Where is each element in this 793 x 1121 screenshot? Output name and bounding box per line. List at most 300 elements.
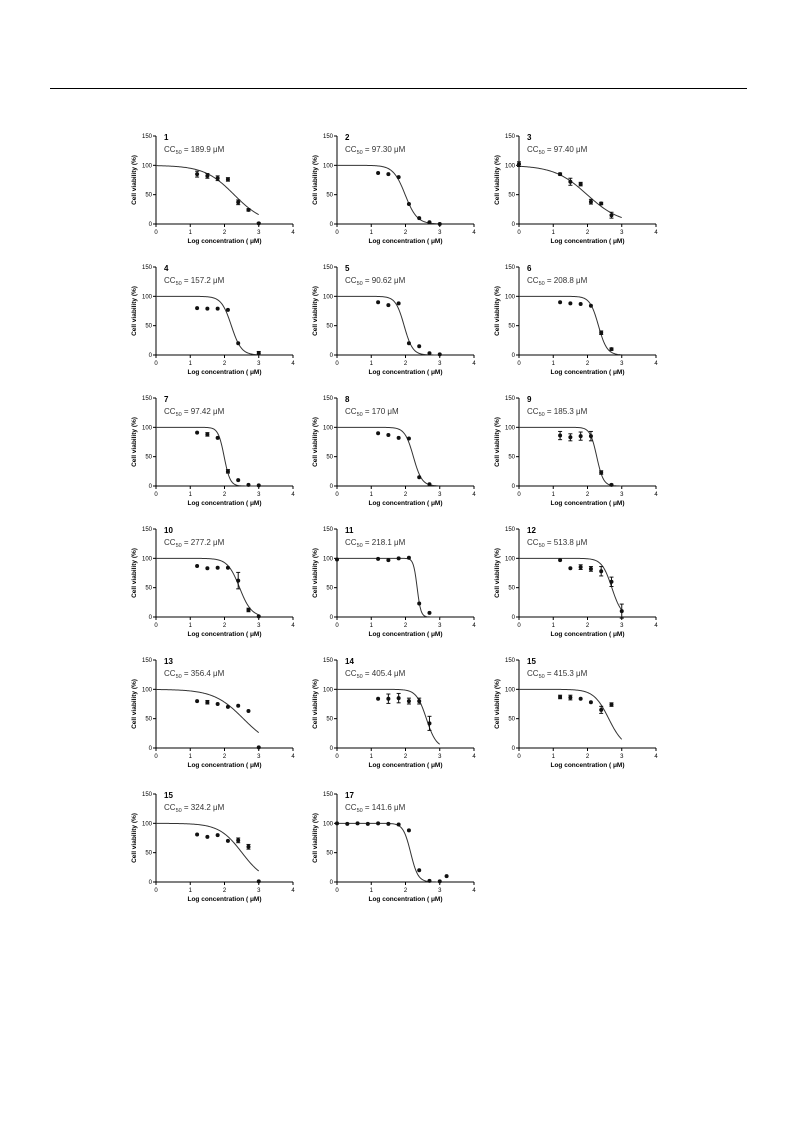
data-point [386,303,390,307]
x-axis-title: Log concentration ( μM) [368,369,443,376]
y-tick-label: 100 [141,687,152,694]
data-point [397,823,401,827]
x-tick-label: 1 [369,623,373,629]
y-tick-label: 0 [329,615,333,621]
cc50-label: $CC_{50} = 208.8$ μM [527,276,588,287]
data-point [609,347,613,351]
data-point [427,721,431,725]
y-tick-label: 150 [504,265,515,271]
data-point [599,569,603,573]
y-tick-label: 100 [322,294,333,301]
y-tick-label: 0 [148,880,152,886]
data-point [216,833,220,837]
data-point [579,182,583,186]
data-point [438,879,442,883]
chart-panel-3 [490,128,670,258]
fit-curve [337,823,440,882]
data-point [579,302,583,306]
y-tick-label: 0 [511,746,515,752]
x-tick-label: 0 [154,623,158,629]
x-tick-label: 4 [291,361,295,367]
x-tick-label: 2 [403,888,408,894]
data-point [257,221,261,225]
x-tick-label: 1 [188,623,192,629]
data-point [558,695,562,699]
y-tick-label: 100 [322,687,333,694]
y-tick-label: 50 [508,192,515,199]
y-tick-label: 150 [141,658,152,664]
data-point [205,432,209,436]
y-tick-label: 150 [504,134,515,140]
x-tick-label: 4 [654,623,658,629]
x-axis-title: Log concentration ( μM) [187,762,262,769]
data-point [558,172,562,176]
chart-svg [308,390,488,520]
data-point [205,700,209,704]
chart-panel-16 [127,786,307,916]
data-point [407,699,411,703]
x-tick-label: 3 [257,754,261,760]
y-tick-label: 0 [511,484,515,490]
y-axis-title: Cell viability (%) [494,548,501,598]
x-tick-label: 1 [369,230,373,236]
x-tick-label: 0 [154,888,158,894]
y-tick-label: 150 [504,527,515,533]
y-tick-label: 50 [326,454,333,461]
cc50-label: $CC_{50} = 513.8$ μM [527,538,588,549]
panel-number: 8 [345,395,350,404]
data-point [246,845,250,849]
x-tick-label: 3 [257,230,261,236]
cc50-label: $CC_{50} = 97.40$ μM [527,145,588,156]
x-tick-label: 2 [585,492,590,498]
x-tick-label: 1 [369,888,373,894]
x-tick-label: 1 [369,361,373,367]
data-point [599,471,603,475]
data-point [195,306,199,310]
x-tick-label: 4 [291,754,295,760]
x-tick-label: 3 [620,623,624,629]
y-tick-label: 50 [508,716,515,723]
x-tick-label: 3 [438,623,442,629]
y-axis-title: Cell viability (%) [312,286,319,336]
x-tick-label: 1 [188,754,192,760]
data-point [376,171,380,175]
data-point [366,822,370,826]
chart-panel-8 [308,390,488,520]
data-point [386,558,390,562]
x-tick-label: 1 [188,230,192,236]
x-tick-label: 0 [517,361,521,367]
data-point [195,172,199,176]
y-axis-title: Cell viability (%) [494,679,501,729]
x-tick-label: 4 [291,492,295,498]
data-point [579,697,583,701]
data-point [236,200,240,204]
data-point [407,556,411,560]
y-tick-label: 150 [504,658,515,664]
data-point [407,202,411,206]
data-point [589,434,593,438]
data-point [345,822,349,826]
y-axis-title: Cell viability (%) [131,679,138,729]
x-tick-label: 1 [188,492,192,498]
y-tick-label: 100 [322,425,333,432]
x-axis-title: Log concentration ( μM) [368,762,443,769]
data-point [226,308,230,312]
data-point [397,696,401,700]
x-tick-label: 2 [585,754,590,760]
data-point [417,602,421,606]
y-tick-label: 100 [504,425,515,432]
chart-panel-7 [127,390,307,520]
x-tick-label: 3 [257,361,261,367]
data-point [609,580,613,584]
fit-curve [519,558,622,610]
y-tick-label: 50 [145,454,152,461]
chart-panel-9 [490,390,670,520]
y-tick-label: 100 [504,163,515,170]
data-point [417,475,421,479]
data-point [195,564,199,568]
chart-svg [308,128,488,258]
y-tick-label: 150 [322,265,333,271]
y-tick-label: 0 [329,353,333,359]
x-tick-label: 4 [654,230,658,236]
data-point [427,220,431,224]
chart-panel-6 [490,259,670,389]
y-tick-label: 100 [141,556,152,563]
data-point [427,879,431,883]
x-tick-label: 0 [335,492,339,498]
x-tick-label: 3 [257,623,261,629]
data-point [589,700,593,704]
fit-curve [519,166,622,217]
x-tick-label: 0 [517,492,521,498]
data-point [417,868,421,872]
data-point [397,301,401,305]
chart-panel-15 [490,652,670,782]
data-point [427,611,431,615]
y-axis-title: Cell viability (%) [494,286,501,336]
x-tick-label: 4 [472,754,476,760]
panel-number: 11 [345,526,354,535]
x-tick-label: 1 [551,230,555,236]
x-tick-label: 3 [620,361,624,367]
data-point [246,483,250,487]
x-axis-title: Log concentration ( μM) [368,238,443,245]
x-tick-label: 4 [291,230,295,236]
cc50-label: $CC_{50} = 356.4$ μM [164,669,225,680]
data-point [438,352,442,356]
chart-svg [308,259,488,389]
x-tick-label: 3 [438,888,442,894]
y-tick-label: 100 [322,163,333,170]
x-tick-label: 0 [517,754,521,760]
data-point [376,431,380,435]
x-tick-label: 2 [585,230,590,236]
x-axis-title: Log concentration ( μM) [187,238,262,245]
y-tick-label: 150 [322,527,333,533]
data-point [386,697,390,701]
chart-svg [127,128,307,258]
data-point [568,696,572,700]
data-point [599,331,603,335]
data-point [445,874,449,878]
data-point [226,839,230,843]
y-tick-label: 150 [141,527,152,533]
panel-number: 12 [527,526,536,535]
y-axis-title: Cell viability (%) [131,548,138,598]
x-tick-label: 4 [472,492,476,498]
panel-number: 15 [164,791,173,800]
panel-number: 13 [164,657,173,666]
y-axis-title: Cell viability (%) [494,417,501,467]
data-point [216,176,220,180]
panel-number: 5 [345,264,350,273]
chart-svg [490,390,670,520]
data-point [246,608,250,612]
data-point [356,821,360,825]
y-tick-label: 150 [141,265,152,271]
chart-svg [490,521,670,651]
y-tick-label: 50 [326,585,333,592]
chart-panel-4 [127,259,307,389]
y-tick-label: 100 [141,425,152,432]
x-tick-label: 2 [403,492,408,498]
data-point [427,482,431,486]
y-tick-label: 100 [504,687,515,694]
x-tick-label: 4 [654,754,658,760]
y-axis-title: Cell viability (%) [312,417,319,467]
x-tick-label: 0 [517,623,521,629]
x-axis-title: Log concentration ( μM) [368,631,443,638]
data-point [620,609,624,613]
y-tick-label: 100 [322,821,333,828]
data-point [257,483,261,487]
data-point [558,300,562,304]
data-point [589,567,593,571]
data-point [335,558,339,562]
chart-svg [127,652,307,782]
y-tick-label: 50 [145,323,152,330]
data-point [246,208,250,212]
x-axis-title: Log concentration ( μM) [187,500,262,507]
data-point [407,341,411,345]
data-point [568,301,572,305]
y-tick-label: 0 [148,222,152,228]
y-tick-label: 100 [141,294,152,301]
x-tick-label: 3 [257,492,261,498]
y-tick-label: 150 [141,134,152,140]
y-tick-label: 50 [326,716,333,723]
x-tick-label: 0 [335,888,339,894]
chart-svg [127,521,307,651]
chart-panel-1 [127,128,307,258]
fit-curve [156,166,259,215]
panel-number: 4 [164,264,169,273]
data-point [589,200,593,204]
data-point [376,697,380,701]
x-tick-label: 2 [222,492,227,498]
y-axis-title: Cell viability (%) [312,679,319,729]
y-tick-label: 100 [141,163,152,170]
cc50-label: $CC_{50} = 415.3$ μM [527,669,588,680]
y-axis-title: Cell viability (%) [312,548,319,598]
x-tick-label: 1 [551,754,555,760]
x-axis-title: Log concentration ( μM) [550,500,625,507]
data-point [609,213,613,217]
chart-svg [308,652,488,782]
x-tick-label: 3 [438,492,442,498]
panel-number: 7 [164,395,169,404]
data-point [589,304,593,308]
y-tick-label: 100 [504,556,515,563]
data-point [195,431,199,435]
data-point [257,614,261,618]
cc50-label: $CC_{50} = 141.6$ μM [345,803,406,814]
data-point [386,822,390,826]
y-tick-label: 0 [329,484,333,490]
x-tick-label: 2 [403,361,408,367]
chart-svg [127,390,307,520]
x-axis-title: Log concentration ( μM) [368,500,443,507]
y-tick-label: 50 [145,716,152,723]
y-axis-title: Cell viability (%) [131,286,138,336]
x-tick-label: 2 [222,754,227,760]
y-tick-label: 150 [141,792,152,798]
data-point [397,556,401,560]
chart-panel-5 [308,259,488,389]
cc50-label: $CC_{50} = 157.2$ μM [164,276,225,287]
data-point [438,222,442,226]
x-tick-label: 2 [222,230,227,236]
data-point [386,433,390,437]
x-tick-label: 0 [154,361,158,367]
data-point [417,344,421,348]
data-point [236,704,240,708]
x-tick-label: 3 [257,888,261,894]
fit-curve [337,558,440,617]
x-tick-label: 2 [222,623,227,629]
y-tick-label: 0 [511,615,515,621]
y-tick-label: 100 [141,821,152,828]
x-tick-label: 3 [438,361,442,367]
x-tick-label: 4 [654,492,658,498]
data-point [558,558,562,562]
y-tick-label: 50 [326,192,333,199]
x-tick-label: 2 [222,888,227,894]
data-point [558,434,562,438]
cc50-label: $CC_{50} = 218.1$ μM [345,538,406,549]
x-tick-label: 1 [369,492,373,498]
data-point [376,821,380,825]
x-axis-title: Log concentration ( μM) [187,631,262,638]
y-tick-label: 150 [322,134,333,140]
x-tick-label: 0 [335,230,339,236]
x-tick-label: 0 [154,492,158,498]
x-tick-label: 3 [620,230,624,236]
y-tick-label: 0 [329,746,333,752]
x-axis-title: Log concentration ( μM) [550,238,625,245]
y-tick-label: 50 [508,585,515,592]
panel-number: 2 [345,133,350,142]
chart-panel-10 [127,521,307,651]
y-tick-label: 100 [504,294,515,301]
cc50-label: $CC_{50} = 405.4$ μM [345,669,406,680]
y-tick-label: 150 [322,396,333,402]
data-point [246,709,250,713]
data-point [417,699,421,703]
y-tick-label: 50 [508,454,515,461]
x-tick-label: 1 [551,361,555,367]
y-tick-label: 50 [145,192,152,199]
data-point [216,307,220,311]
x-tick-label: 4 [472,888,476,894]
data-point [205,835,209,839]
x-tick-label: 0 [335,623,339,629]
y-axis-title: Cell viability (%) [131,417,138,467]
y-tick-label: 50 [145,850,152,857]
y-tick-label: 150 [504,396,515,402]
x-tick-label: 0 [517,230,521,236]
data-point [386,172,390,176]
cc50-label: $CC_{50} = 324.2$ μM [164,803,225,814]
data-point [226,469,230,473]
chart-svg [308,521,488,651]
data-point [427,351,431,355]
x-tick-label: 2 [585,361,590,367]
data-point [599,201,603,205]
data-point [205,174,209,178]
y-tick-label: 0 [511,222,515,228]
data-point [609,703,613,707]
data-point [226,566,230,570]
x-tick-label: 4 [654,361,658,367]
data-point [579,565,583,569]
x-tick-label: 2 [403,623,408,629]
cc50-label: $CC_{50} = 97.30$ μM [345,145,406,156]
x-axis-title: Log concentration ( μM) [187,369,262,376]
chart-panel-2 [308,128,488,258]
data-point [226,177,230,181]
y-tick-label: 0 [148,353,152,359]
y-tick-label: 150 [141,396,152,402]
chart-panel-13 [127,652,307,782]
y-tick-label: 0 [148,484,152,490]
data-point [609,483,613,487]
y-tick-label: 150 [322,792,333,798]
x-tick-label: 4 [291,623,295,629]
data-point [257,879,261,883]
y-axis-title: Cell viability (%) [131,155,138,205]
x-axis-title: Log concentration ( μM) [550,762,625,769]
x-tick-label: 0 [335,361,339,367]
x-tick-label: 4 [472,361,476,367]
data-point [407,436,411,440]
x-tick-label: 0 [335,754,339,760]
chart-svg [490,128,670,258]
y-tick-label: 50 [145,585,152,592]
fit-curve [156,296,259,354]
data-point [568,435,572,439]
fit-curve [156,690,259,733]
data-point [195,699,199,703]
x-axis-title: Log concentration ( μM) [550,369,625,376]
x-tick-label: 1 [188,361,192,367]
x-axis-title: Log concentration ( μM) [550,631,625,638]
data-point [335,821,339,825]
